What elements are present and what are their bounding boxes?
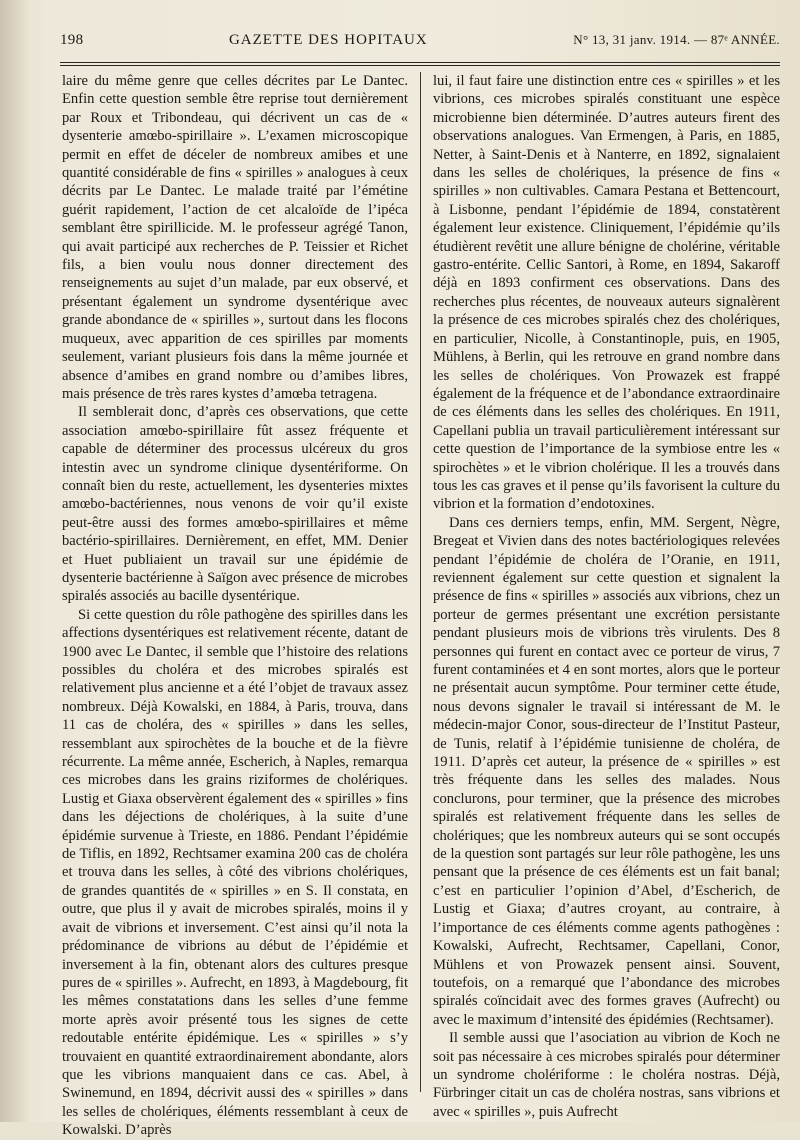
paragraph: Dans ces derniers temps, enfin, MM. Sergent, Nègre, Bregeat et Vivien dans des notes bactériologiques relevées pendant l’épidémie de choléra de l’Oranie, en 1911, reviennent également sur cette question et signalent la présence de fins « spirilles » associés aux vibrions, chez un porteur de germes présentant une excrétion persistante pendant plusieurs mois de vibrions très virulents. Des 8 personnes qui furent en contact avec ce porteur de virus, 7 furent contaminées et 4 en sont mortes, alors que le porteur ne présentait aucun symptôme. Pour terminer cette étude, nous devons signaler le travail si intéressant de M. le médecin-major Conor, sous-directeur de l’Institut Pasteur, de Tunis, relatif à l’épidémie tunisienne de choléra, de 1911. D’après cet auteur, la présence de « spirilles » est très fréquente dans les selles des malades. Nous conclurons, pour terminer, que la présence des microbes spiralés est relativement fréquente dans les selles de cholériques; que les nombreux auteurs qui se sont occupés de la question sont partagés sur leur rôle pathogène, les uns pensant que la présence de ces éléments est un fait banal; c’est en particulier l’opinion d’Abel, d’Escherich, de Lustig et Giaxa; d’autres croyant, au contraire, à l’importance de ces éléments comme agents pathogènes : Kowalski, Aufrecht, Rechtsamer, Capellani, Conor, Mühlens et von Prowazek pensent ainsi. Souvent, toutefois, on a remarqué que l’abondance des microbes spiralés coïncidait avec des formes graves (Aufrecht) ou avec le maximum d’intensité des épidémies (Rechtsamer).	[433, 514, 780, 1028]
running-header	[60, 32, 780, 54]
paragraph: Si cette question du rôle pathogène des spirilles dans les affections dysentériques est relativement récente, datant de 1900 avec Le Dantec, il semble que l’histoire des relations possibles du choléra et des microbes spiralés est relativement plus ancienne et a été l’objet de travaux assez nombreux. Déjà Kowalski, en 1884, à Paris, trouva, dans 11 cas de choléra, des « spirilles » dans les selles, ressemblant aux spirochètes de la bouche et de la fièvre récurrente. La même année, Escherich, à Naples, remarqua ces microbes dans les grains riziformes de cholériques. Lustig et Giaxa observèrent également des « spirilles » fins dans les déjections de cholériques, à la suite d’une épidémie survenue à Trieste, en 1886. Pendant l’épidémie de Tiflis, en 1892, Rechtsamer examina 200 cas de choléra et trouva dans les selles, à côté des vibrions cholériques, de grandes quantités de « spirilles » en S. Il constata, en outre, que plus il y avait de microbes spiralés, moins il y avait de vibrions et inversement. C’est ainsi qu’il nota la prédominance de vibrions au début de l’épidémie et inversement à la fin, obtenant alors des cultures presque pures de « spirilles ». Aufrecht, en 1893, à Magdebourg, fit les mêmes constatations dans les selles d’une femme morte après avoir présenté tous les signes de cette redoutable entérite épidémique. Les « spirilles » s’y trouvaient en quantité extraordinairement abondante, alors que les vibrions manquaient dans ce cas. Abel, à Swinemund, en 1894, décrivit aussi des « spirilles » dans les selles de cholériques, éléments ressemblant à ceux de Kowalski. D’après	[62, 606, 408, 1139]
paragraph: lui, il faut faire une distinction entre ces « spirilles » et les vibrions, ces microbes spiralés constituant une espèce microbienne bien déterminée. D’autres auteurs firent des observations analogues. Van Ermengen, à Paris, en 1885, Netter, à Saint-Denis et à Nanterre, en 1892, signalaient dans les selles de cholériques, la présence de fins « spirilles » non cultivables. Camara Pestana et Bettencourt, à Lisbonne, pendant l’épidémie de 1894, constatèrent également leur existence. Cliniquement, l’épidémie qu’ils étudièrent revêtit une allure bénigne de cholérine, véritable gastro-entérite. Cellic Santori, à Rome, en 1894, Sakaroff déjà en 1893 confirment ces observations. Dans des recherches plus récentes, de nouveaux auteurs signalèrent la présence de ces microbes spiralés chez des cholériques, en particulier, Nicolle, à Constantinople, puis, en 1905, Mühlens, à Berlin, qui les retrouve en grand nombre dans les selles de cholériques. Von Prowazek est frappé également de la fréquence et de l’abondance extraordinaire de ces éléments dans les selles des cholériques. En 1911, Capellani publia un travail particulièrement intéressant sur cette question de l’importance de la symbiose entre les « spirochètes » et le vibrion cholérique. Il les a trouvés dans tous les cas graves et il pense qu’ils favorisent la culture du vibrion et la formation d’endotoxines.	[433, 73, 780, 513]
issue-info: N° 13, 31 janv. 1914. — 87ᵉ ANNÉE.	[573, 32, 780, 47]
right-column	[421, 72, 780, 1120]
paragraph: Il semble aussi que l’asociation au vibrion de Koch ne soit pas nécessaire à ces microbes spiralés pour déterminer un syndrome cholériforme : le choléra nostras. Déjà, Fürbringer citait un cas de choléra nostras, sans vibrions et avec « spirilles », puis Aufrecht	[433, 1030, 780, 1120]
paragraph: Il semblerait donc, d’après ces observations, que cette association amœbo-spirillaire fût assez fréquente et capable de déterminer des processus ulcéreux du gros intestin avec un syndrome clinique dysentériforme. On connaît bien du reste, actuellement, les dysenteries mixtes amœbo-bactériennes, nous venons de voir qu’il existe peut-être aussi des formes amœbo-spirillaires et même bactério-spirillaires. Dernièrement, en effet, MM. Denier et Huet publiaient un travail sur une épidémie de dysenterie bactérienne à Saïgon avec présence de microbes spiralés associés au bacille dysentérique.	[62, 404, 408, 605]
journal-title: GAZETTE DES HOPITAUX	[228, 32, 428, 48]
page-number: 198	[60, 32, 84, 48]
binding-shadow	[0, 0, 30, 1122]
paragraph: laire du même genre que celles décrites par Le Dantec. Enfin cette question semble être reprise tout dernièrement par Roux et Tribondeau, qui décrivent un cas de « dysenterie amœbo-spirillaire ». L’examen microscopique permit en effet de déceler de nombreux amibes et une quantité considérable de fins « spirilles » analogues à ceux décrits par Le Dantec. Le malade traité par l’émétine guérit rapidement, l’action de cet alcaloïde de l’ipéca semblant être spirillicide. M. le professeur agrégé Tanon, qui avait participé aux recherches de P. Teissier et Richet fils, a bien voulu nous donner directement des renseignements au sujet d’un malade, par eux observé, et présentant également un syndrome dysentérique avec grande abondance de « spirilles », surtout dans les flocons muqueux, avec apparition de ces spirilles par moments seulement, variant plusieurs fois dans la même journée et absence d’amibes en grand nombre ou d’amibes libres, mais présence de très rares kystes d’amœba tetragena.	[62, 73, 408, 402]
left-column	[62, 72, 421, 1139]
article-body	[62, 72, 780, 1139]
header-rule	[60, 62, 780, 66]
